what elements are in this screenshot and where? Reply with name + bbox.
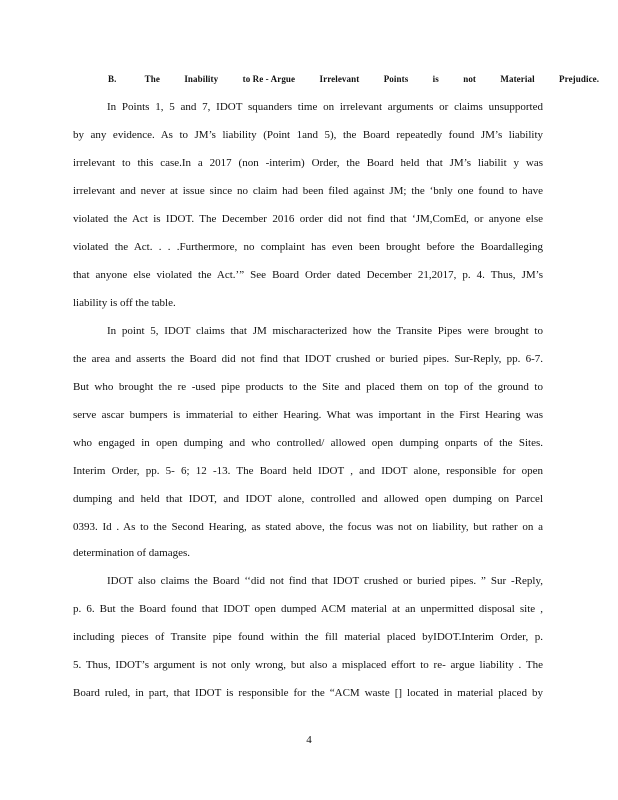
section-heading [108, 74, 618, 84]
paragraph-line: But who brought the re -used pipe products to the Site and placed them on top of the ground to [73, 381, 543, 393]
heading-word: Inability [184, 74, 219, 84]
heading-word: is [432, 74, 439, 84]
paragraph-line: Interim Order, pp. 5- 6; 12 -13. The Board held IDOT , and IDOT alone, responsible for open [73, 465, 543, 477]
paragraph-line: by any evidence. As to JM’s liability (Point 1and 5), the Board repeatedly found JM’s liability [73, 129, 543, 141]
paragraph-line: violated the Act. . . .Furthermore, no complaint has even been brought before the Boardalleging [73, 241, 543, 253]
paragraph-line: who engaged in open dumping and who controlled/ allowed open dumping onparts of the Sites. [73, 437, 543, 449]
paragraph-line: serve ascar bumpers is immaterial to either Hearing. What was important in the First Hearing was [73, 409, 543, 421]
paragraph-line: Board ruled, in part, that IDOT is responsible for the “ACM waste [] located in material placed by [73, 687, 543, 699]
heading-word: to Re - Argue [242, 74, 296, 84]
heading-word: The [144, 74, 160, 84]
paragraph-line: In Points 1, 5 and 7, IDOT squanders time on irrelevant arguments or claims unsupported [107, 101, 543, 113]
paragraph-line: 0393. Id . As to the Second Hearing, as stated above, the focus was not on liability, but rather on a [73, 521, 543, 533]
paragraph-line: irrelevant to this case.In a 2017 (non -interim) Order, the Board held that JM’s liabilit y was [73, 157, 543, 169]
paragraph-line: determination of damages. [73, 547, 190, 559]
paragraph-line: liability is off the table. [73, 297, 176, 309]
paragraph-line: violated the Act is IDOT. The December 2016 order did not find that ‘JM,ComEd, or anyone else [73, 213, 543, 225]
paragraph-line: dumping and held that IDOT, and IDOT alone, controlled and allowed open dumping on Parcel [73, 493, 543, 505]
heading-word: Irrelevant [319, 74, 360, 84]
paragraph-line: In point 5, IDOT claims that JM mischaracterized how the Transite Pipes were brought to [107, 325, 543, 337]
heading-word: not [463, 74, 477, 84]
heading-word: Material [500, 74, 535, 84]
paragraph-line: that anyone else violated the Act.’” See Board Order dated December 21,2017, p. 4. Thus, JM’s [73, 269, 543, 281]
heading-word: Prejudice. [559, 74, 600, 84]
paragraph-line: p. 6. But the Board found that IDOT open dumped ACM material at an unpermitted disposal site , [73, 603, 543, 615]
paragraph-line: including pieces of Transite pipe found within the fill material placed byIDOT.Interim Order, p. [73, 631, 543, 643]
paragraph-line: 5. Thus, IDOT’s argument is not only wrong, but also a misplaced effort to re- argue liability . The [73, 659, 543, 671]
paragraph-line: IDOT also claims the Board ‘‘did not find that IDOT crushed or buried pipes. ” Sur -Reply, [107, 575, 543, 587]
heading-word: B. [108, 74, 117, 84]
heading-word: Points [383, 74, 409, 84]
page-number: 4 [306, 734, 312, 746]
paragraph-line: irrelevant and never at issue since no claim had been filed against JM; the ‘bnly one found to have [73, 185, 543, 197]
paragraph-line: the area and asserts the Board did not find that IDOT crushed or buried pipes. Sur-Reply, pp. 6-7. [73, 353, 543, 365]
